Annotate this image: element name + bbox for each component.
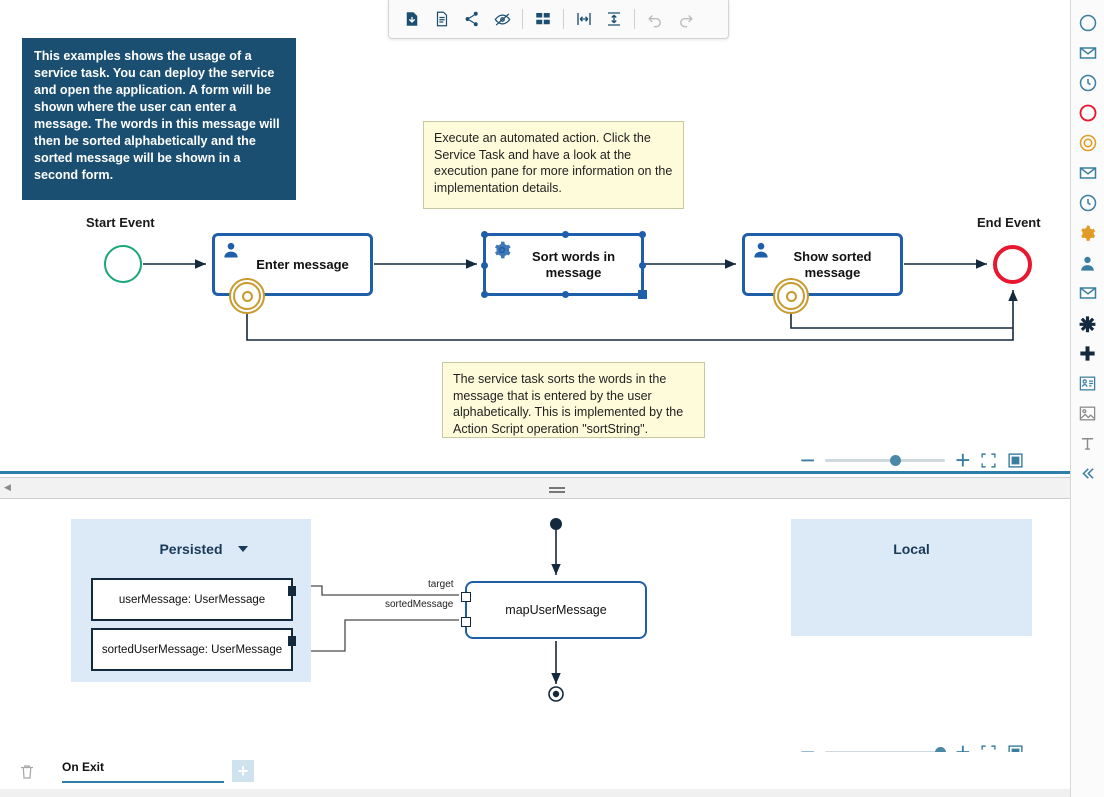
resize-handle-e[interactable] bbox=[639, 262, 646, 269]
boundary-inner-circle bbox=[786, 291, 797, 302]
add-tab-button[interactable]: + bbox=[232, 760, 254, 782]
palette-circle-orange-icon[interactable] bbox=[1073, 128, 1103, 158]
start-event-node[interactable] bbox=[104, 245, 142, 283]
document-icon[interactable] bbox=[427, 4, 457, 34]
palette-timer-2-icon[interactable] bbox=[1073, 188, 1103, 218]
resize-handle-n[interactable] bbox=[562, 231, 569, 238]
service-task-icon bbox=[492, 240, 512, 260]
chevron-down-icon[interactable] bbox=[238, 546, 248, 552]
user-task-icon bbox=[221, 240, 241, 260]
toolbar-separator-2 bbox=[563, 9, 564, 29]
palette-timer-icon[interactable] bbox=[1073, 68, 1103, 98]
splitter-grip[interactable] bbox=[549, 487, 565, 489]
palette-envelope-icon[interactable] bbox=[1073, 278, 1103, 308]
operation-input-port-target[interactable] bbox=[461, 592, 471, 602]
resize-handle-w[interactable] bbox=[481, 262, 488, 269]
resize-handle-nw[interactable] bbox=[481, 231, 488, 238]
boundary-inner-circle bbox=[242, 291, 253, 302]
toolbar-separator-3 bbox=[634, 9, 635, 29]
palette-message-icon[interactable] bbox=[1073, 38, 1103, 68]
local-group[interactable] bbox=[791, 519, 1032, 636]
start-event-label: Start Event bbox=[86, 215, 155, 230]
tab-on-exit[interactable]: On Exit bbox=[62, 760, 224, 783]
palette-circle-red-icon[interactable] bbox=[1073, 98, 1103, 128]
fit-screen-icon[interactable] bbox=[980, 452, 997, 469]
splitter-collapse-icon[interactable]: ◀ bbox=[4, 482, 11, 492]
task-show-sorted-message[interactable] bbox=[742, 233, 903, 296]
end-event-label: End Event bbox=[977, 215, 1041, 230]
resize-handle-sw[interactable] bbox=[481, 291, 488, 298]
yellow-annotation-note-2: The service task sorts the words in the message that is entered by the user alphabetically. This is implemented by the Action Script operation "sortString". bbox=[442, 362, 705, 438]
yellow-annotation-note-1: Execute an automated action. Click the Service Task and have a look at the execution pane for more information on the implementation details. bbox=[423, 121, 684, 209]
redo-icon[interactable] bbox=[670, 4, 700, 34]
palette-text-icon[interactable] bbox=[1073, 428, 1103, 458]
palette-gear-icon[interactable] bbox=[1073, 218, 1103, 248]
task-label: Enter message bbox=[256, 256, 349, 272]
palette-message-2-icon[interactable] bbox=[1073, 158, 1103, 188]
local-group-title: Local bbox=[893, 541, 930, 557]
boundary-event-2[interactable] bbox=[773, 278, 809, 314]
toolbar-separator-1 bbox=[522, 9, 523, 29]
element-palette[interactable] bbox=[1070, 0, 1104, 797]
palette-plus-icon[interactable] bbox=[1073, 338, 1103, 368]
data-node-label: userMessage: UserMessage bbox=[118, 593, 266, 606]
zoom-slider[interactable] bbox=[825, 459, 945, 462]
grid-icon[interactable] bbox=[528, 4, 558, 34]
zoom-in-button[interactable]: + bbox=[955, 445, 971, 474]
diagram-toolbar[interactable] bbox=[388, 0, 729, 39]
eye-off-icon[interactable] bbox=[487, 4, 517, 34]
palette-form-icon[interactable] bbox=[1073, 368, 1103, 398]
download-icon[interactable] bbox=[397, 4, 427, 34]
persisted-group-title: Persisted bbox=[159, 541, 223, 557]
palette-asterisk-icon[interactable] bbox=[1073, 308, 1103, 338]
data-node-sorted-user-message[interactable] bbox=[91, 628, 293, 671]
data-node-port[interactable] bbox=[288, 586, 296, 596]
zoom-slider-knob[interactable] bbox=[890, 455, 901, 466]
data-node-user-message[interactable] bbox=[91, 578, 293, 621]
pane-splitter[interactable] bbox=[0, 477, 1070, 499]
task-label: Show sorted message bbox=[793, 248, 872, 280]
data-node-label: sortedUserMessage: UserMessage bbox=[101, 643, 283, 656]
resize-handle-se[interactable] bbox=[638, 290, 647, 299]
task-sort-words[interactable] bbox=[483, 233, 644, 296]
horizontal-scrollbar[interactable] bbox=[0, 789, 1070, 797]
actual-size-icon[interactable] bbox=[1007, 452, 1024, 469]
task-label: Sort words in message bbox=[531, 248, 616, 280]
edge-label-target: target bbox=[428, 579, 454, 590]
align-vertical-icon[interactable] bbox=[599, 4, 629, 34]
blue-annotation-note: This examples shows the usage of a service task. You can deploy the service and open the application. A form will be shown where the user can enter a message. The words in this message will then be sorted alphabetically and the sorted message will be shown in a second form. bbox=[22, 38, 296, 200]
palette-collapse-icon[interactable] bbox=[1073, 458, 1103, 488]
diagram-zoom-controls[interactable] bbox=[800, 445, 1024, 474]
data-node-port[interactable] bbox=[288, 636, 296, 646]
palette-image-icon[interactable] bbox=[1073, 398, 1103, 428]
operation-input-port-sorted[interactable] bbox=[461, 617, 471, 627]
zoom-out-button[interactable]: − bbox=[800, 445, 816, 474]
user-task-icon bbox=[751, 240, 771, 260]
palette-circle-outline[interactable] bbox=[1073, 8, 1103, 38]
palette-user-icon[interactable] bbox=[1073, 248, 1103, 278]
trash-icon[interactable] bbox=[18, 763, 36, 786]
resize-handle-s[interactable] bbox=[562, 291, 569, 298]
share-icon[interactable] bbox=[457, 4, 487, 34]
undo-icon[interactable] bbox=[640, 4, 670, 34]
align-horizontal-icon[interactable] bbox=[569, 4, 599, 34]
operation-node-map-user-message[interactable] bbox=[465, 581, 647, 639]
boundary-event-1[interactable] bbox=[229, 278, 265, 314]
end-event-node[interactable] bbox=[993, 245, 1032, 284]
resize-handle-ne[interactable] bbox=[639, 231, 646, 238]
edge-label-sorted-message: sortedMessage bbox=[385, 599, 454, 610]
operation-node-label: mapUserMessage bbox=[505, 603, 607, 617]
